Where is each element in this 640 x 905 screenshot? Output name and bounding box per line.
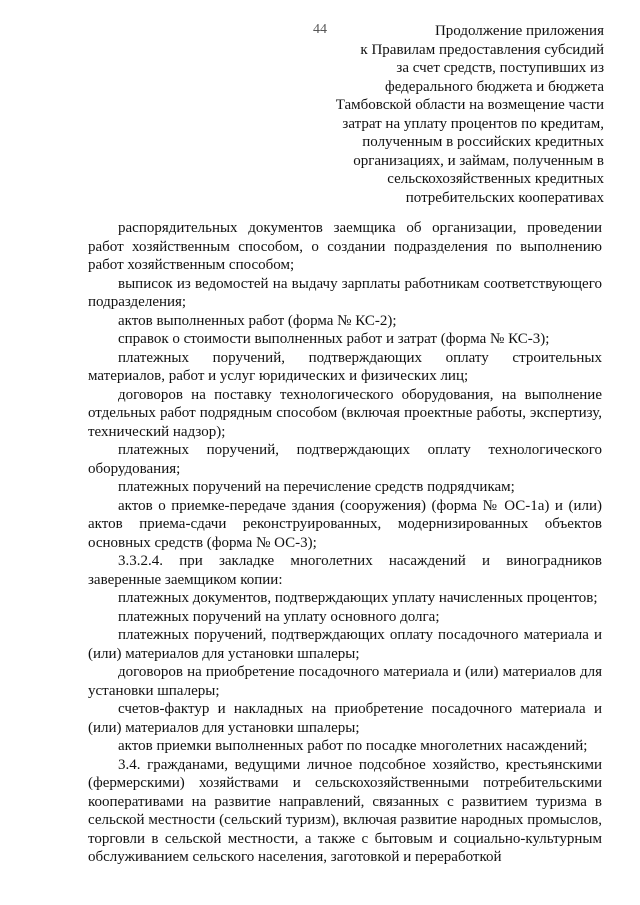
paragraph: 3.4. гражданами, ведущими личное подсобное хозяйство, крестьянскими (фермерскими) хозяйствами и сельскохозяйственными потребительскими кооперативами на развитие направлений, связанных с развитием туризма в сельской местности (сельский туризм), включая развитие народных промыслов, торговли в сельской местности, а также с бытовым и социально-культурным обслуживанием сельского населения, заготовкой и переработкой bbox=[88, 756, 602, 865]
paragraph: платежных поручений, подтверждающих оплату посадочного материала и (или) материалов для установки шпалеры; bbox=[88, 627, 602, 662]
paragraph: счетов-фактур и накладных на приобретение посадочного материала и (или) материалов для установки шпалеры; bbox=[88, 701, 602, 736]
header-line: затрат на уплату процентов по кредитам, bbox=[342, 115, 604, 132]
paragraph: платежных поручений на уплату основного долга; bbox=[118, 608, 440, 625]
header-line: Тамбовской области на возмещение части bbox=[335, 97, 604, 113]
header-line: потребительских кооперативах bbox=[405, 189, 604, 206]
paragraph: актов о приемке-передаче здания (сооружения) (форма № ОС-1а) и (или) актов приема-сдачи реконструированных, модернизированных объектов основных средств (форма № ОС-3); bbox=[88, 497, 602, 551]
paragraph: 3.3.2.4. при закладке многолетних насаждений и виноградников заверенные заемщиком копии: bbox=[88, 553, 602, 588]
paragraph: договоров на поставку технологического оборудования, на выполнение отдельных работ подрядным способом (включая проектные работы, экспертизу, технический надзор); bbox=[88, 386, 602, 440]
paragraph: договоров на приобретение посадочного материала и (или) материалов для установки шпалеры; bbox=[88, 664, 602, 699]
header-line: к Правилам предоставления субсидий bbox=[360, 41, 604, 58]
header-line: за счет средств, поступивших из bbox=[396, 60, 604, 76]
page-number: 44 bbox=[313, 22, 327, 37]
appendix-header bbox=[274, 22, 604, 207]
header-line: полученным в российских кредитных bbox=[362, 134, 604, 150]
paragraph: выписок из ведомостей на выдачу зарплаты работникам соответствующего подразделения; bbox=[88, 275, 602, 310]
paragraph: справок о стоимости выполненных работ и затрат (форма № КС-3); bbox=[118, 331, 550, 347]
paragraph: актов приемки выполненных работ по посадке многолетних насаждений; bbox=[118, 738, 588, 754]
header-line: сельскохозяйственных кредитных bbox=[387, 171, 604, 187]
header-line: организациях, и займам, полученным в bbox=[353, 152, 604, 169]
paragraph: актов выполненных работ (форма № КС-2); bbox=[118, 312, 397, 329]
paragraph: распорядительных документов заемщика об организации, проведении работ хозяйственным способом, о создании подразделения по выполнению работ хозяйственным способом; bbox=[88, 220, 602, 273]
header-line: Продолжение приложения bbox=[434, 23, 604, 39]
paragraph: платежных поручений, подтверждающих оплату технологического оборудования; bbox=[88, 442, 602, 477]
paragraph: платежных документов, подтверждающих уплату начисленных процентов; bbox=[118, 590, 598, 606]
paragraph: платежных поручений, подтверждающих оплату строительных материалов, работ и услуг юридических и физических лиц; bbox=[88, 349, 602, 384]
paragraph: платежных поручений на перечисление средств подрядчикам; bbox=[118, 479, 515, 495]
document-body bbox=[88, 219, 602, 867]
header-line: федерального бюджета и бюджета bbox=[384, 78, 604, 95]
